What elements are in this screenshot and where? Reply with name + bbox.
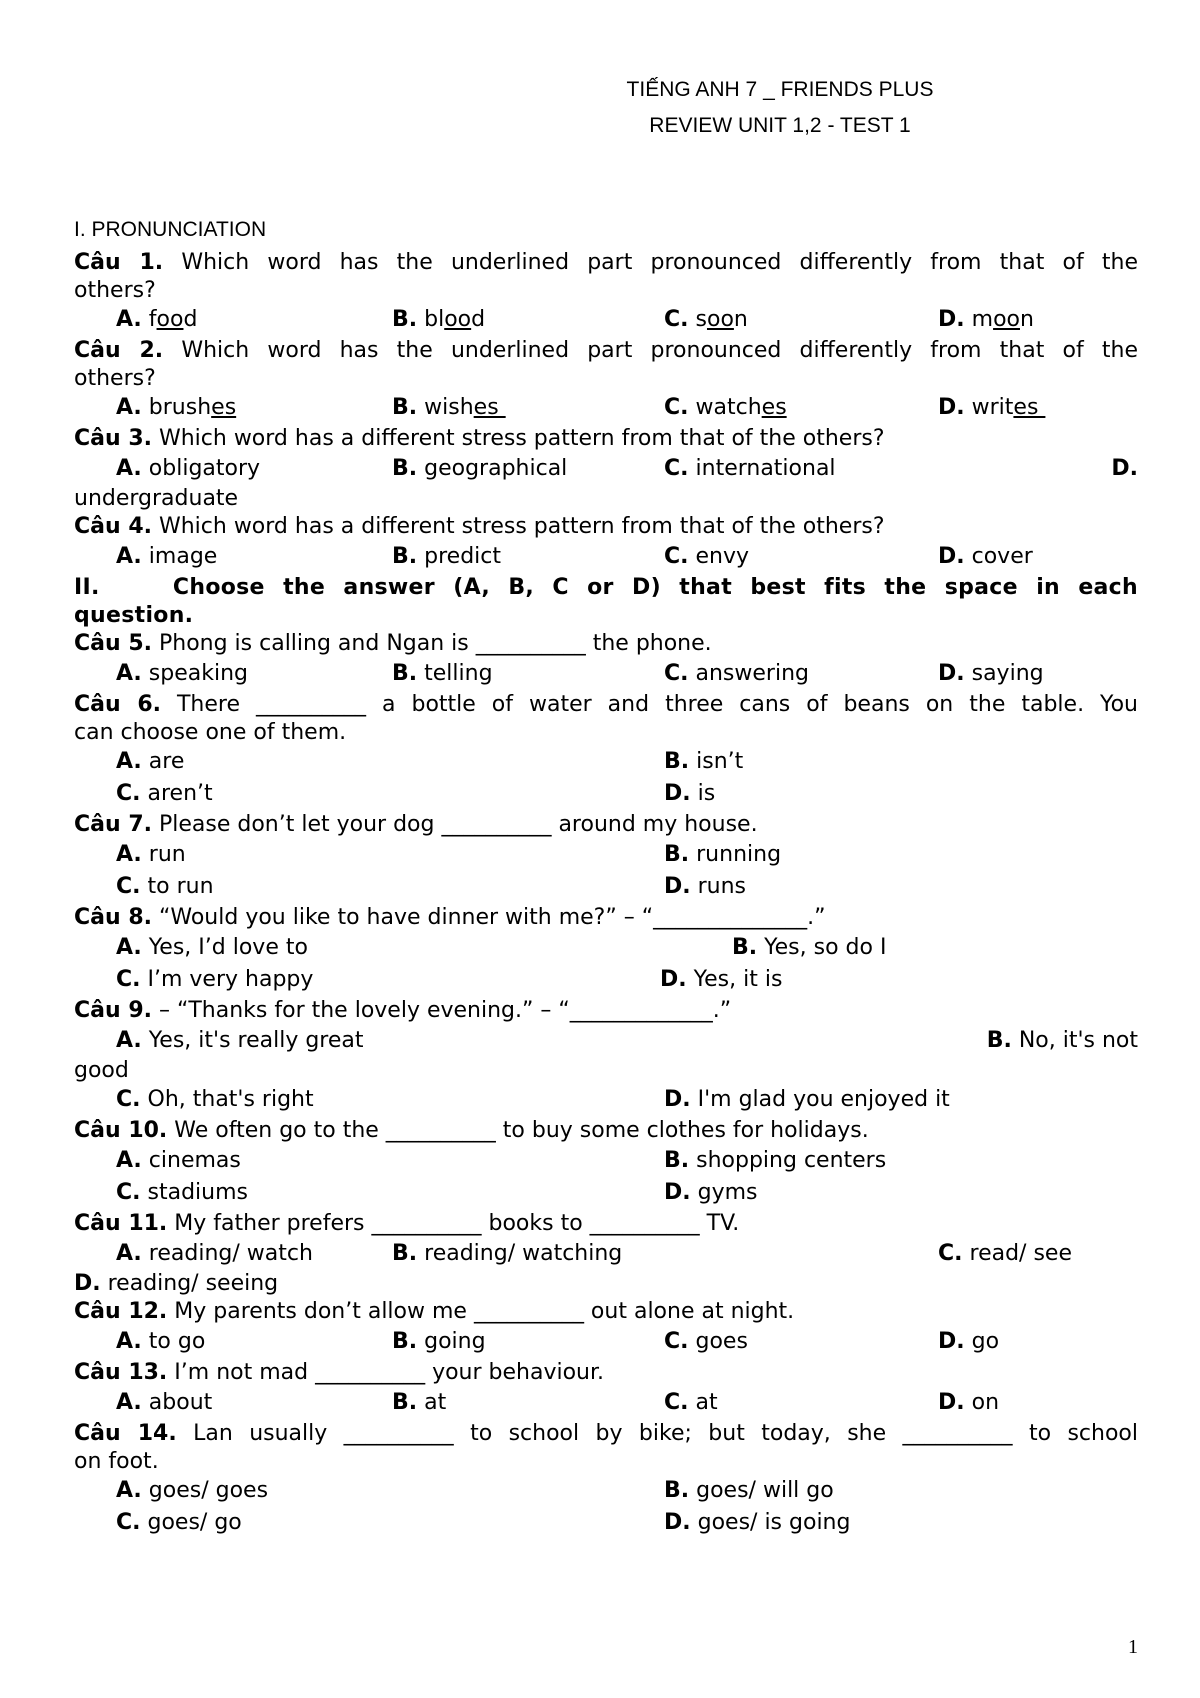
options-3: A. obligatory B. geographical C. international D. xyxy=(116,456,1138,481)
options-14-ab: A. goes/ goes B. goes/ will go xyxy=(116,1478,834,1503)
options-6-cd: C. aren’t D. is xyxy=(116,781,716,806)
questions: Câu 1. Which word has the underlined part pronounced differently from that of the others? A. food B. blood C. soon D. moon Câu 2. Which word has the underlined part pronounced differently from that of the others? A. brushes B. wishes C. watches D. writes Câu 3. Which word has a different stress pattern from that of the others? A. obligatory B. geographical C. international D. undergraduate Câu 4. Which word has a different stress pattern from that of the others? A. image B. predict C. envy D. cover II. Choose the answer (A, B, C or D) that best fits the space in each question. Câu 5. Phong is calling and Ngan is __________ the phone. A. speaking B. telling C. answering D. saying Câu 6. There __________ a bottle of water and three cans of beans on the table. You can choose one of them. A. are B. isn’t C. aren’t D. is Câu 7. Please don’t let your dog __________ around my house. A. run B. running C. to run D. runs Câu 8. “Would you like to have dinner with me?” – “______________.” A. Yes, I’d love to B. Yes, so do I C. I’m very happy D. Yes, it is Câu 9. – “Thanks for the lovely evening.” – “_____________.” A. Yes, it's really great B. No, it's not good C. Oh, that's right D. I'm glad you enjoyed it Câu 10. We often go to the __________ to buy some clothes for holidays. A. cinemas B. shopping centers C. stadiums D. gyms Câu 11. My father prefers __________ books to __________ TV. A. reading/ watch B. reading/ watching C. read/ see D. reading/ seeing Câu 12. My parents don’t allow me __________ out alone at night. A. to go B. going C. goes D. go Câu 13. I’m not mad __________ your behaviour. A. about B. at C. at D. on Câu 14. Lan usually __________ to school by bike; but today, she __________ to school on foot. A. goes/ goes B. goes/ will go C. goes/ go D. goes/ is going xyxy=(74,248,1138,1539)
options-7-ab: A. run B. running xyxy=(116,842,782,867)
options-7-cd: C. to run D. runs xyxy=(116,874,747,899)
page-number: 1 xyxy=(1128,1636,1138,1658)
options-14-cd: C. goes/ go D. goes/ is going xyxy=(116,1510,851,1535)
section-2-heading-cont: question. xyxy=(74,603,194,628)
question-14: Câu 14. Lan usually __________ to school by bike; but today, she __________ to school xyxy=(74,1421,1138,1446)
section-pronunciation-heading: I. PRONUNCIATION xyxy=(74,218,267,241)
section-2-heading: II. Choose the answer (A, B, C or D) that best fits the space in each xyxy=(74,575,1138,600)
question-10: Câu 10. We often go to the __________ to buy some clothes for holidays. xyxy=(74,1118,869,1143)
options-6-ab: A. are B. isn’t xyxy=(116,749,744,774)
question-5: Câu 5. Phong is calling and Ngan is __________ the phone. xyxy=(74,631,712,656)
options-4: A. image B. predict C. envy D. cover xyxy=(116,544,1033,569)
question-12: Câu 12. My parents don’t allow me __________ out alone at night. xyxy=(74,1299,795,1324)
options-12: A. to go B. going C. goes D. go xyxy=(116,1329,1000,1354)
question-4: Câu 4. Which word has a different stress pattern from that of the others? xyxy=(74,514,885,539)
options-8-cd: C. I’m very happy D. Yes, it is xyxy=(116,967,783,992)
options-10-cd: C. stadiums D. gyms xyxy=(116,1180,758,1205)
question-8: Câu 8. “Would you like to have dinner with me?” – “______________.” xyxy=(74,905,826,930)
options-13: A. about B. at C. at D. on xyxy=(116,1390,1000,1415)
options-8-ab: A. Yes, I’d love to B. Yes, so do I xyxy=(116,935,887,960)
question-13: Câu 13. I’m not mad __________ your behaviour. xyxy=(74,1360,605,1385)
doc-title: TIẾNG ANH 7 _ FRIENDS PLUS xyxy=(626,78,934,101)
question-2: Câu 2. Which word has the underlined part pronounced differently from that of the xyxy=(74,338,1138,363)
options-2: A. brushes B. wishes C. watches D. writes xyxy=(116,395,1046,420)
options-11-abc: A. reading/ watch B. reading/ watching C. read/ see xyxy=(116,1241,1072,1266)
question-11: Câu 11. My father prefers __________ books to __________ TV. xyxy=(74,1211,740,1236)
options-9-ab: A. Yes, it's really great B. No, it's not xyxy=(116,1028,1138,1053)
question-1: Câu 1. Which word has the underlined part pronounced differently from that of the xyxy=(74,250,1138,275)
options-5: A. speaking B. telling C. answering D. saying xyxy=(116,661,1044,686)
options-9-cd: C. Oh, that's right D. I'm glad you enjoyed it xyxy=(116,1087,950,1112)
question-7: Câu 7. Please don’t let your dog __________ around my house. xyxy=(74,812,758,837)
options-1: A. food B. blood C. soon D. moon xyxy=(116,307,1034,332)
doc-subtitle: REVIEW UNIT 1,2 - TEST 1 xyxy=(649,114,911,137)
question-3: Câu 3. Which word has a different stress pattern from that of the others? xyxy=(74,426,885,451)
question-9: Câu 9. – “Thanks for the lovely evening.” – “_____________.” xyxy=(74,998,732,1023)
options-11-d: D. reading/ seeing xyxy=(74,1271,279,1296)
question-6: Câu 6. There __________ a bottle of water and three cans of beans on the table. You xyxy=(74,692,1138,717)
options-10-ab: A. cinemas B. shopping centers xyxy=(116,1148,887,1173)
